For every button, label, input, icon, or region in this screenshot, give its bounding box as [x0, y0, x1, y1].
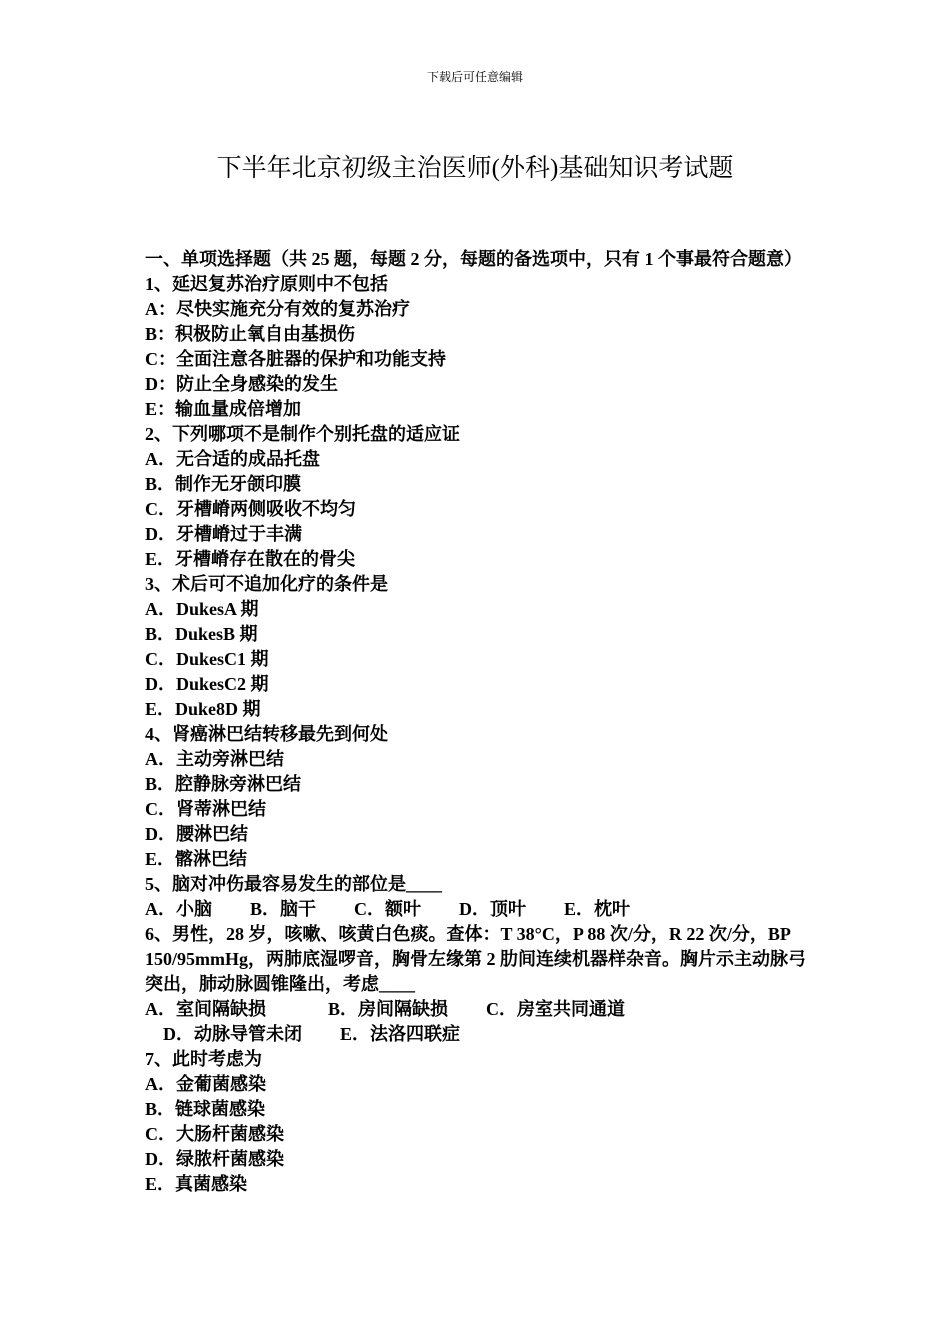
section-heading: 一、单项选择题（共 25 题，每题 2 分，每题的备选项中，只有 1 个事最符合题意）	[145, 249, 802, 269]
answer-option: D．动脉导管未闭	[163, 1024, 302, 1044]
question-stem: 1、延迟复苏治疗原则中不包括	[145, 274, 388, 294]
document-title: 下半年北京初级主治医师(外科)基础知识考试题	[216, 155, 734, 182]
answer-option: C．DukesC1 期	[145, 649, 269, 669]
answer-option: A．无合适的成品托盘	[145, 449, 320, 469]
answer-option: B：积极防止氧自由基损伤	[145, 324, 356, 344]
answer-option: A．小脑	[145, 899, 212, 919]
answer-option: C：全面注意各脏器的保护和功能支持	[145, 349, 446, 369]
answer-option: E．真菌感染	[145, 1174, 248, 1194]
answer-option: E．牙槽嵴存在散在的骨尖	[145, 549, 356, 569]
question-stem: 3、术后可不追加化疗的条件是	[145, 574, 388, 594]
answer-option: E．枕叶	[564, 899, 631, 919]
question-stem: 7、此时考虑为	[145, 1049, 262, 1069]
answer-option: D．牙槽嵴过于丰满	[145, 524, 302, 544]
question-stem: 6、男性，28 岁，咳嗽、咳黄白色痰。查体：T 38°C，P 88 次/分，R 22 次/分，BP 150/95mmHg，两肺底湿啰音，胸骨左缘第 2 肋间连续机器样杂音。胸片示主动脉弓突出，肺动脉圆锥隆出，考虑____	[145, 924, 806, 994]
answer-option: E．Duke8D 期	[145, 699, 261, 719]
answer-option: B．DukesB 期	[145, 624, 258, 644]
answer-option: B．房间隔缺损	[328, 999, 449, 1019]
answer-option: E：输血量成倍增加	[145, 399, 302, 419]
answer-option: D．DukesC2 期	[145, 674, 269, 694]
question-stem: 5、脑对冲伤最容易发生的部位是____	[145, 874, 442, 894]
answer-option: B．腔静脉旁淋巴结	[145, 774, 302, 794]
answer-option: A：尽快实施充分有效的复苏治疗	[145, 299, 410, 319]
inline-options-row	[145, 1022, 813, 1047]
answer-option: C．房室共同通道	[486, 999, 626, 1019]
question-stem: 4、肾癌淋巴结转移最先到何处	[145, 724, 388, 744]
answer-option: D．腰淋巴结	[145, 824, 248, 844]
header-note: 下载后可任意编辑	[426, 70, 523, 84]
answer-option: A．主动旁淋巴结	[145, 749, 284, 769]
answer-option: A．室间隔缺损	[145, 999, 266, 1019]
answer-option: D．顶叶	[459, 899, 527, 919]
answer-option: E．法洛四联症	[340, 1024, 461, 1044]
answer-option: C．牙槽嵴两侧吸收不均匀	[145, 499, 356, 519]
inline-options-row	[145, 997, 813, 1022]
answer-option: C．肾蒂淋巴结	[145, 799, 266, 819]
inline-options-row	[145, 897, 813, 922]
answer-option: B．脑干	[250, 899, 317, 919]
question-stem: 2、下列哪项不是制作个别托盘的适应证	[145, 424, 460, 444]
answer-option: A．DukesA 期	[145, 599, 259, 619]
document-body	[145, 247, 813, 1197]
answer-option: E．髂淋巴结	[145, 849, 248, 869]
answer-option: D．绿脓杆菌感染	[145, 1149, 284, 1169]
answer-option: D：防止全身感染的发生	[145, 374, 338, 394]
answer-option: C．额叶	[354, 899, 422, 919]
answer-option: B．链球菌感染	[145, 1099, 266, 1119]
answer-option: C．大肠杆菌感染	[145, 1124, 284, 1144]
answer-option: B．制作无牙颌印膜	[145, 474, 302, 494]
answer-option: A．金葡菌感染	[145, 1074, 266, 1094]
